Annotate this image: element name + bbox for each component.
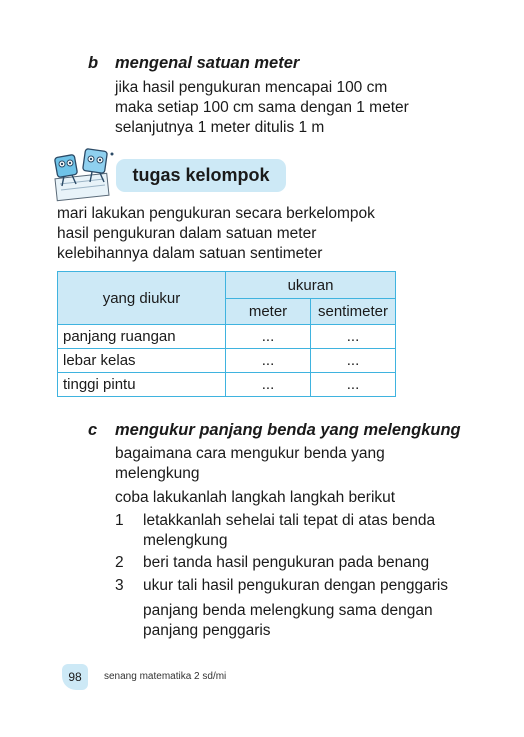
book-title: senang matematika 2 sd/mi: [104, 671, 227, 682]
row-centimeter-value: ...: [311, 349, 396, 373]
table-row: [58, 325, 396, 349]
step-1-number: 1: [115, 512, 124, 529]
step-3-number: 3: [115, 577, 124, 594]
group-task-banner: tugas kelompok: [116, 159, 286, 192]
group-task-line-3: kelebihannya dalam satuan sentimeter: [57, 245, 323, 262]
section-c-intro: coba lakukanlah langkah langkah berikut: [115, 489, 396, 506]
row-label: lebar kelas: [58, 349, 226, 373]
section-b-line-1: jika hasil pengukuran mencapai 100 cm: [115, 79, 388, 96]
section-c-conclusion: [143, 601, 433, 641]
step-1-line-1: letakkanlah sehelai tali tepat di atas benda: [143, 512, 436, 529]
table-row: [58, 373, 396, 397]
section-b-text: [115, 78, 409, 138]
row-centimeter-value: ...: [311, 325, 396, 349]
row-label: panjang ruangan: [58, 325, 226, 349]
section-b-letter: b: [88, 54, 99, 72]
step-2-number: 2: [115, 554, 124, 571]
section-b-line-2: maka setiap 100 cm sama dengan 1 meter: [115, 99, 409, 116]
header-item: yang diukur: [58, 272, 226, 325]
header-meter: meter: [226, 299, 311, 325]
section-c-question: [115, 444, 385, 484]
step-3-text: ukur tali hasil pengukuran dengan penggaris: [143, 577, 449, 594]
header-group: ukuran: [226, 272, 396, 299]
question-line-2: melengkung: [115, 465, 200, 482]
mascot-robots-illustration: [50, 146, 122, 202]
table-row: [58, 349, 396, 373]
section-c-title: mengukur panjang benda yang melengkung: [115, 421, 461, 439]
table-header-row: [58, 272, 396, 299]
section-b-line-3: selanjutnya 1 meter ditulis 1 m: [115, 119, 325, 136]
step-1-line-2: melengkung: [143, 532, 228, 549]
row-meter-value: ...: [226, 325, 311, 349]
group-task-line-2: hasil pengukuran dalam satuan meter: [57, 225, 317, 242]
section-b-title: mengenal satuan meter: [115, 54, 300, 72]
step-2-text: beri tanda hasil pengukuran pada benang: [143, 554, 430, 571]
step-1-text: [143, 511, 435, 551]
measurement-table: [57, 271, 396, 397]
conclusion-line-1: panjang benda melengkung sama dengan: [143, 602, 433, 619]
row-meter-value: ...: [226, 373, 311, 397]
group-task-line-1: mari lakukan pengukuran secara berkelompok: [57, 205, 375, 222]
question-line-1: bagaimana cara mengukur benda yang: [115, 445, 385, 462]
section-c-letter: c: [88, 421, 98, 439]
row-label: tinggi pintu: [58, 373, 226, 397]
header-centimeter: sentimeter: [311, 299, 396, 325]
row-centimeter-value: ...: [311, 373, 396, 397]
row-meter-value: ...: [226, 349, 311, 373]
page-number: 98: [62, 664, 88, 690]
group-task-text: [57, 204, 375, 264]
conclusion-line-2: panjang penggaris: [143, 622, 271, 639]
